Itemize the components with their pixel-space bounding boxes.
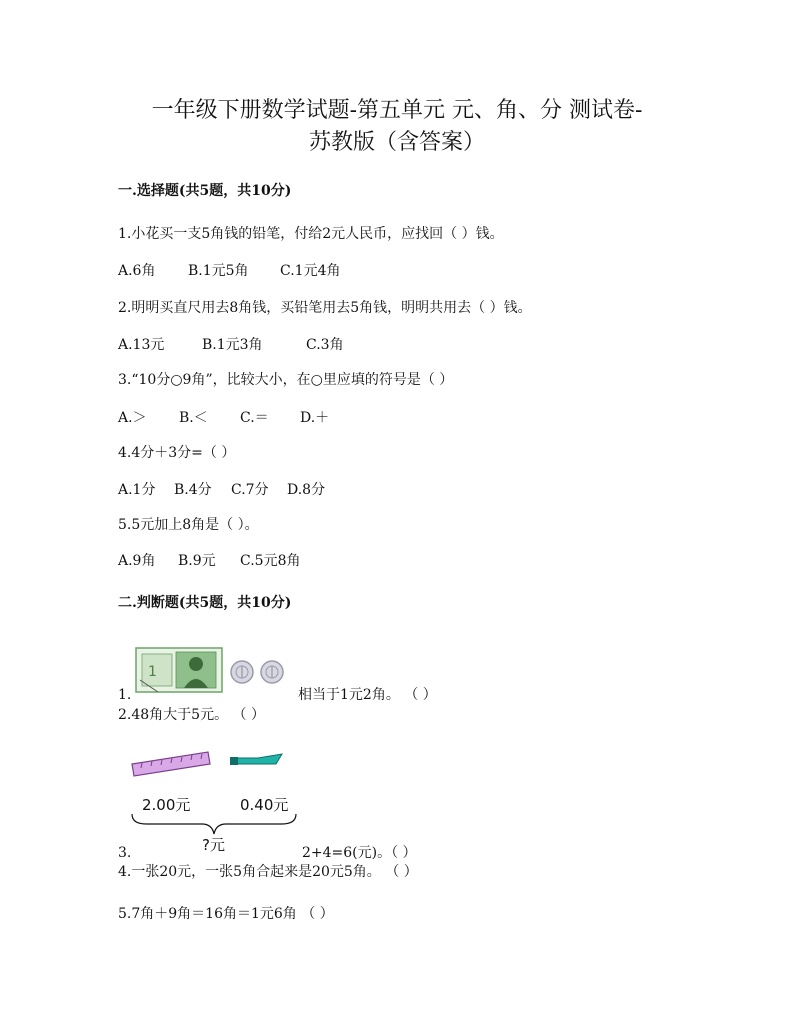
q2-option-c: C.3角 xyxy=(306,337,344,353)
total-brace xyxy=(132,814,296,834)
judge-q1-text: 相当于1元2角。 （ ） xyxy=(298,687,437,703)
judge-q3-number: 3. xyxy=(118,845,132,861)
total-label: ?元 xyxy=(202,836,225,854)
coin-icon xyxy=(231,661,253,683)
q5-options xyxy=(118,552,300,570)
q2-stem: 2.明明买直尺用去8角钱，买铅笔用去5角钱，明明共用去（ ）钱。 xyxy=(118,300,532,316)
q4-option-b: B.4分 xyxy=(174,482,212,498)
page-title-line2: 苏教版（含答案） xyxy=(308,130,485,155)
judge-q5: 5.7角＋9角＝16角＝1元6角 （ ） xyxy=(118,906,334,922)
ruler-price: 2.00元 xyxy=(142,796,191,814)
q1-option-b: B.1元5角 xyxy=(188,263,249,279)
q3-option-c: C.＝ xyxy=(240,410,269,426)
ruler-knife-figure xyxy=(126,744,302,856)
knife-price: 0.40元 xyxy=(240,796,289,814)
q3-options xyxy=(118,409,329,427)
svg-text:1: 1 xyxy=(148,664,157,680)
q1-option-c: C.1元4角 xyxy=(280,263,341,279)
q1-options xyxy=(118,262,340,280)
q4-options xyxy=(118,481,325,499)
coin-icon xyxy=(261,661,283,683)
ruler-icon xyxy=(132,752,210,776)
section1-heading: 一.选择题(共5题，共10分) xyxy=(118,183,292,199)
banknote-one-yuan xyxy=(136,648,222,692)
q1-option-a: A.6角 xyxy=(118,263,156,279)
q3-option-a: A.＞ xyxy=(118,410,147,426)
q5-option-c: C.5元8角 xyxy=(240,553,301,569)
q1-stem: 1.小花买一支5角钱的铅笔，付给2元人民币，应找回（ ）钱。 xyxy=(118,226,504,242)
q5-stem: 5.5元加上8角是（ ）。 xyxy=(118,517,259,533)
judge-q4: 4.一张20元，一张5角合起来是20元5角。 （ ） xyxy=(118,864,418,880)
q4-option-a: A.1分 xyxy=(118,482,156,498)
q5-option-a: A.9角 xyxy=(118,553,156,569)
judge-q1-number: 1. xyxy=(118,687,132,703)
judge-q3-text: 2+4=6(元)。（ ） xyxy=(302,845,417,861)
section2-heading: 二.判断题(共5题，共10分) xyxy=(118,595,292,611)
q3-stem: 3.“10分○9角”，比较大小，在○里应填的符号是（ ） xyxy=(118,372,454,388)
judge-q2: 2.48角大于5元。 （ ） xyxy=(118,707,265,723)
q3-option-d: D.＋ xyxy=(300,410,330,426)
q4-stem: 4.4分＋3分=（ ） xyxy=(118,445,236,461)
q2-option-a: A.13元 xyxy=(118,337,165,353)
knife-icon xyxy=(230,754,282,765)
q3-option-b: B.＜ xyxy=(179,410,208,426)
page-title-line1: 一年级下册数学试题-第五单元 元、角、分 测试卷- xyxy=(151,98,643,123)
q2-option-b: B.1元3角 xyxy=(202,337,263,353)
money-picture xyxy=(134,646,292,696)
q4-option-c: C.7分 xyxy=(231,482,269,498)
q5-option-b: B.9元 xyxy=(178,553,216,569)
q2-options xyxy=(118,336,344,354)
q4-option-d: D.8分 xyxy=(287,482,326,498)
